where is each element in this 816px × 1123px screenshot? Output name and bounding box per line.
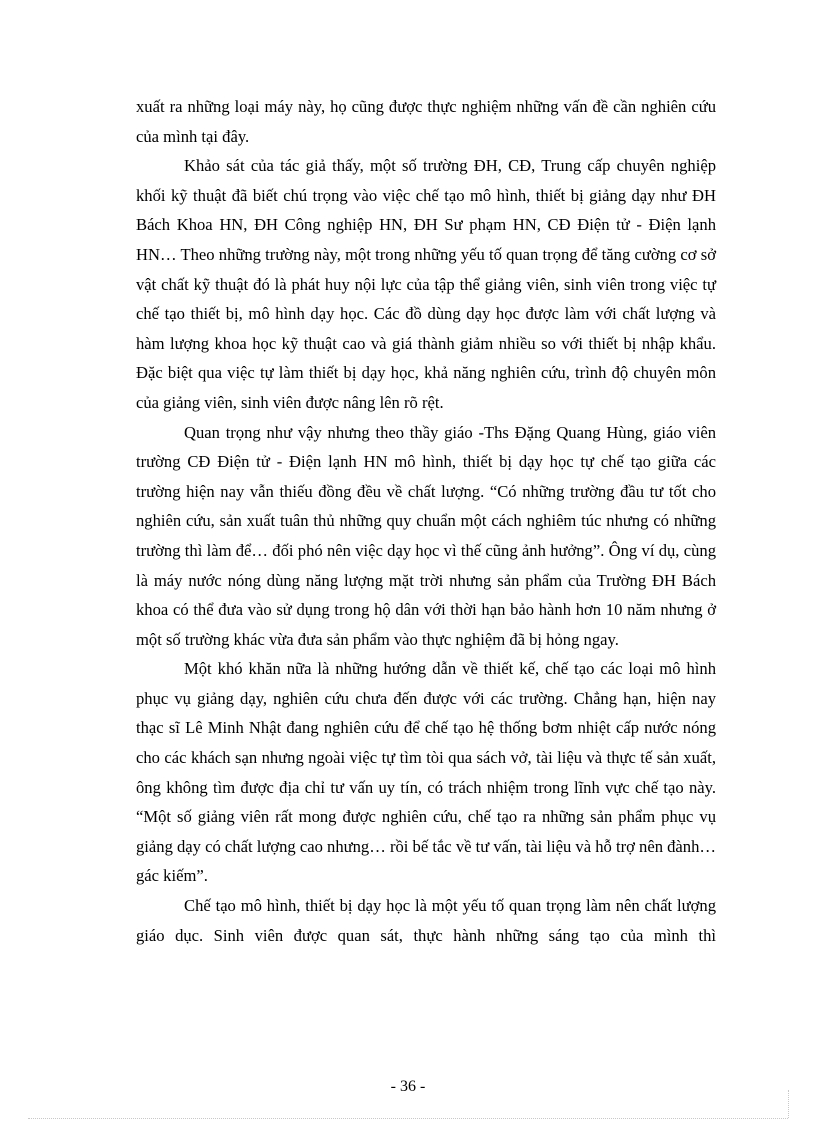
paragraph-difficulty: Một khó khăn nữa là những hướng dẫn về thiết kế, chế tạo các loại mô hình phục vụ giảng dạy, nghiên cứu chưa đến được với các trường. Chẳng hạn, hiện nay thạc sĩ Lê Minh Nhật đang nghiên cứu để chế tạo hệ thống bơm nhiệt cấp nước nóng cho các khách sạn nhưng ngoài việc tự tìm tòi qua sách vở, tài liệu và thực tế sản xuất, ông không tìm được địa chỉ tư vấn uy tín, có trách nhiệm trong lĩnh vực chế tạo này. “Một số giảng viên rất mong được nghiên cứu, chế tạo ra những sản phẩm phục vụ giảng dạy có chất lượng cao nhưng… rồi bế tắc về tư vấn, tài liệu và hỗ trợ nên đành… gác kiếm”. [136,659,716,886]
page-number: - 36 - [390,1078,426,1095]
paragraph-continuation: xuất ra những loại máy này, họ cũng được thực nghiệm những vấn đề cần nghiên cứu của mình tại đây. [136,97,716,146]
page-edge-bottom [28,1118,788,1119]
page-edge-right [788,1090,789,1118]
body-text [136,92,716,950]
paragraph-quality: Quan trọng như vậy nhưng theo thầy giáo -Ths Đặng Quang Hùng, giáo viên trường CĐ Điện tử - Điện lạnh HN mô hình, thiết bị dạy học tự chế tạo giữa các trường hiện nay vẫn thiếu đồng đều về chất lượng. “Có những trường đầu tư tốt cho nghiên cứu, sản xuất tuân thủ những quy chuẩn một cách nghiêm túc nhưng có những trường thì làm để… đối phó nên việc dạy học vì thế cũng ảnh hưởng”. Ông ví dụ, cùng là máy nước nóng dùng năng lượng mặt trời nhưng sản phẩm của Trường ĐH Bách khoa có thể đưa vào sử dụng trong hộ dân với thời hạn bảo hành hơn 10 năm nhưng ở một số trường khác vừa đưa sản phẩm vào thực nghiệm đã bị hỏng ngay. [136,422,716,649]
paragraph-conclusion: Chế tạo mô hình, thiết bị dạy học là một yếu tố quan trọng làm nên chất lượng giáo dục. Sinh viên được quan sát, thực hành những sáng tạo của mình thì [136,896,716,945]
paragraph-survey: Khảo sát của tác giả thấy, một số trường ĐH, CĐ, Trung cấp chuyên nghiệp khối kỹ thuật đã biết chú trọng vào việc chế tạo mô hình, thiết bị giảng dạy như ĐH Bách Khoa HN, ĐH Công nghiệp HN, ĐH Sư phạm HN, CĐ Điện tử - Điện lạnh HN… Theo những trường này, một trong những yếu tố quan trọng để tăng cường cơ sở vật chất kỹ thuật đó là phát huy nội lực của tập thể giảng viên, sinh viên trong việc tự chế tạo thiết bị, mô hình dạy học. Các đồ dùng dạy học được làm với chất lượng và hàm lượng khoa học kỹ thuật cao và giá thành giảm nhiều so với thiết bị nhập khẩu. Đặc biệt qua việc tự làm thiết bị dạy học, khả năng nghiên cứu, trình độ chuyên môn của giảng viên, sinh viên được nâng lên rõ rệt. [136,156,716,412]
